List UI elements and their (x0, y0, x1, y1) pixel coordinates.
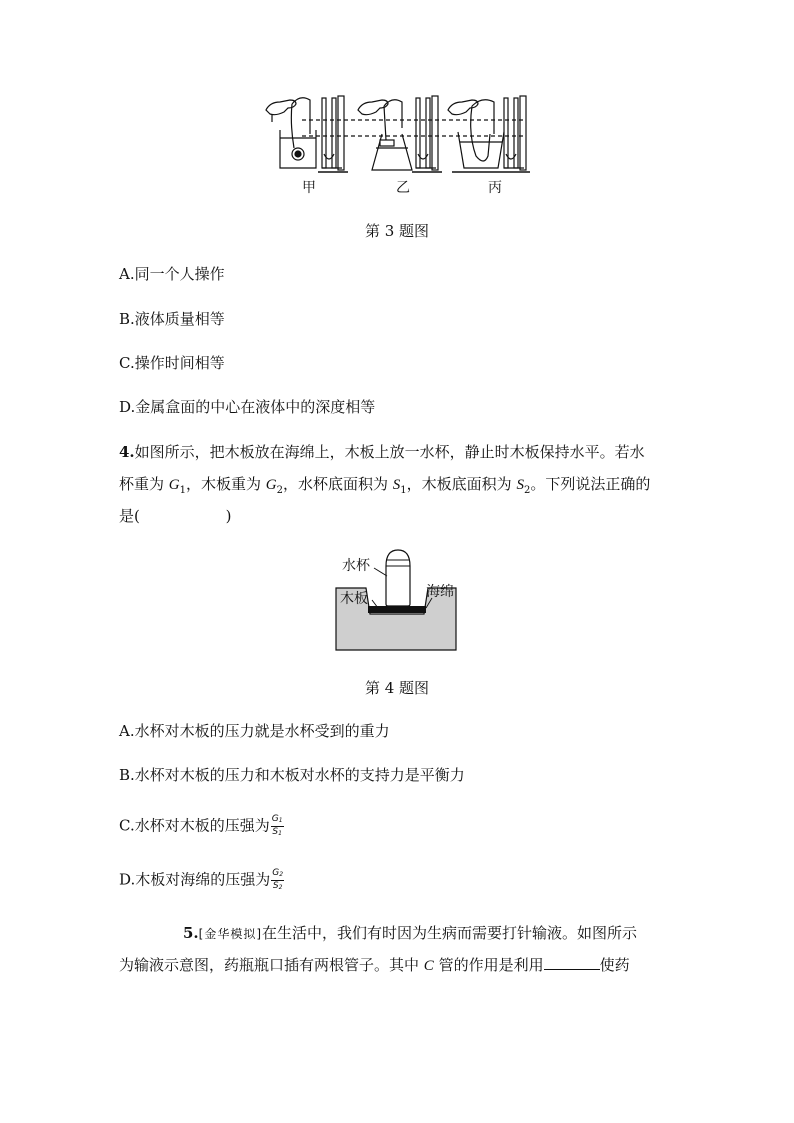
frac-d-den-sub: 2 (278, 884, 283, 891)
q4-number: 4. (119, 443, 135, 461)
q4-option-d-text: D.木板对海绵的压强为 (119, 870, 271, 889)
q4-line2-part-c: ，水杯底面积为 (283, 475, 393, 493)
var-s2: S (516, 477, 524, 493)
q4-label-board: 木板 (340, 591, 368, 607)
var-g1: G (168, 477, 180, 493)
sub-s1: 1 (400, 485, 407, 496)
frac-d-num-sub: 2 (279, 871, 284, 878)
sub-g2: 2 (276, 485, 283, 496)
q3-option-c: C.操作时间相等 (119, 354, 225, 372)
q4-line2-part-a: 杯重为 (119, 475, 169, 493)
q5-line1-text: 在生活中，我们有时因为生病而需要打针输液。如图所示 (262, 924, 638, 942)
q5-line2-part-c: 使药 (599, 956, 630, 974)
q4-line2-part-e: 。下列说法正确的 (530, 475, 651, 493)
frac-c-num: G (271, 814, 279, 824)
q5-line2-part-a: 为输液示意图，药瓶瓶口插有两根管子。其中 (119, 956, 424, 974)
q4-option-c-text: C.水杯对木板的压强为 (119, 816, 270, 835)
q4-stem-line2 (119, 474, 650, 501)
frac-c-num-sub: 1 (278, 817, 283, 824)
q4-option-d (119, 868, 284, 893)
q3-label-yi: 乙 (396, 180, 410, 196)
q4-stem-line1 (119, 442, 645, 462)
answer-blank[interactable] (544, 955, 600, 970)
q4-option-a: A.水杯对木板的压力就是水杯受到的重力 (119, 722, 390, 740)
q3-option-d: D.金属盒面的中心在液体中的深度相等 (119, 398, 376, 416)
q5-source-tag: [金华模拟] (198, 927, 263, 941)
q4-option-b: B.水杯对木板的压力和木板对水杯的支持力是平衡力 (119, 766, 465, 784)
q4-option-c (119, 814, 284, 839)
board-shape (368, 606, 426, 613)
var-c: C (423, 958, 434, 974)
cup-shape (386, 550, 410, 606)
q4-line2-part-d: ，木板底面积为 (406, 475, 517, 493)
q4-figure-caption: 第 4 题图 (364, 679, 430, 697)
var-s1: S (392, 477, 401, 493)
q3-figure-caption: 第 3 题图 (364, 222, 430, 240)
q4-label-cup: 水杯 (342, 558, 370, 574)
q3-option-b: B.液体质量相等 (119, 310, 225, 328)
frac-c-den-sub: 1 (278, 830, 282, 837)
q5-stem-line1 (183, 923, 637, 944)
var-g2: G (265, 477, 277, 493)
frac-d-den: S (272, 881, 279, 891)
q5-line2-part-b: 管的作用是利用 (433, 956, 544, 974)
q4-stem-line3: 是( ) (119, 507, 232, 525)
q4-option-d-fraction (271, 868, 284, 893)
q4-label-sponge: 海绵 (426, 584, 454, 600)
q5-number: 5. (183, 924, 199, 942)
sub-g1: 1 (179, 485, 186, 496)
q4-line2-part-b: ，木板重为 (186, 475, 266, 493)
q5-stem-line2 (119, 955, 630, 976)
q4-line1-text: 如图所示，把木板放在海绵上，木板上放一水杯，静止时木板保持水平。若水 (134, 443, 645, 461)
frac-c-den: S (272, 827, 279, 837)
frac-d-num: G (272, 868, 280, 878)
sub-s2: 2 (523, 485, 531, 496)
q3-label-jia: 甲 (302, 180, 316, 196)
q3-figure (262, 94, 552, 180)
q3-label-bing: 丙 (488, 180, 502, 196)
q4-option-c-fraction (271, 814, 284, 839)
q3-option-a: A.同一个人操作 (119, 265, 225, 283)
